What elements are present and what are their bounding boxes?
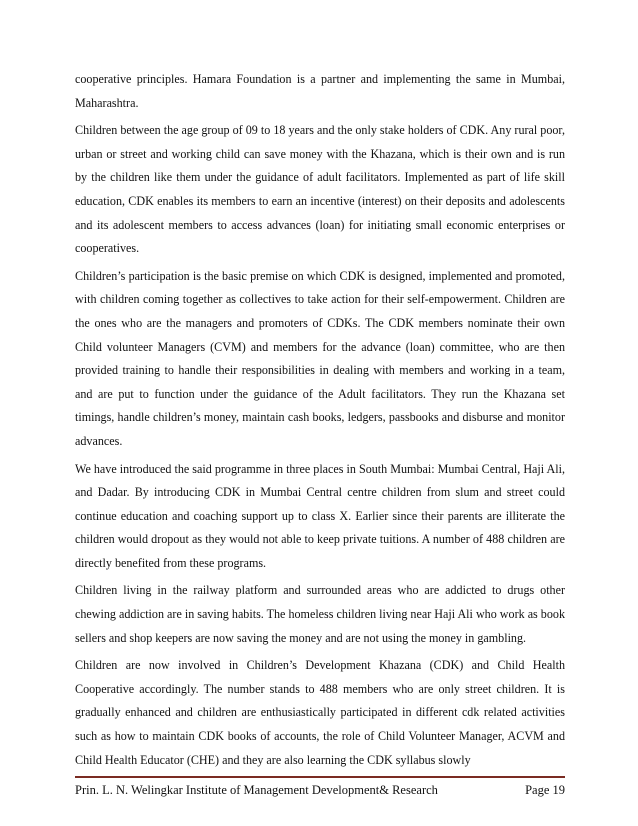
footer-divider — [75, 776, 565, 778]
body-text — [75, 68, 565, 776]
paragraph: Children’s participation is the basic premise on which CDK is designed, implemented and promoted, with children coming together as collectives to take action for their self-empowerment. Children are the ones who are the managers and promoters of CDKs. The CDK members nominate their own Child volunteer Managers (CVM) and members for the advance (loan) committee, who are then provided training to handle their responsibilities in dealing with members and working in a team, and are put to function under the guidance of the Adult facilitators. They run the Khazana set timings, handle children’s money, maintain cash books, ledgers, passbooks and disburse and monitor advances. — [75, 268, 565, 448]
paragraph: cooperative principles. Hamara Foundation is a partner and implementing the same in Mumbai, Maharashtra. — [75, 72, 565, 110]
page-footer — [75, 783, 565, 798]
page-number: Page 19 — [525, 783, 565, 797]
paragraph: We have introduced the said programme in three places in South Mumbai: Mumbai Central, Haji Ali, and Dadar. By introducing CDK in Mumbai Central centre children from slum and street could continue education and coaching support up to class X. Earlier since their parents are illiterate the children would dropout as they would not able to keep private tuitions. A number of 488 children are directly benefited from these programs. — [75, 461, 565, 570]
paragraph: Children are now involved in Children’s Development Khazana (CDK) and Child Health Cooperative accordingly. The number stands to 488 members who are only street children. It is gradually enhanced and children are enthusiastically participated in different cdk related activities such as how to maintain CDK books of accounts, the role of Child Volunteer Manager, ACVM and Child Health Educator (CHE) and they are also learning the CDK syllabus slowly — [75, 658, 565, 767]
footer-institute: Prin. L. N. Welingkar Institute of Management Development& Research — [75, 783, 438, 797]
paragraph: Children between the age group of 09 to 18 years and the only stake holders of CDK. Any rural poor, urban or street and working child can save money with the Khazana, which is their own and is run by the children like them under the guidance of adult facilitators. Implemented as part of life skill education, CDK enables its members to earn an incentive (interest) on their deposits and adolescents and its adolescent members to access advances (loan) for initiating small economic enterprises or cooperatives. — [75, 123, 565, 256]
paragraph: Children living in the railway platform and surrounded areas who are addicted to drugs other chewing addiction are in saving habits. The homeless children living near Haji Ali who work as book sellers and shop keepers are now saving the money and are not using the money in gambling. — [75, 583, 565, 645]
